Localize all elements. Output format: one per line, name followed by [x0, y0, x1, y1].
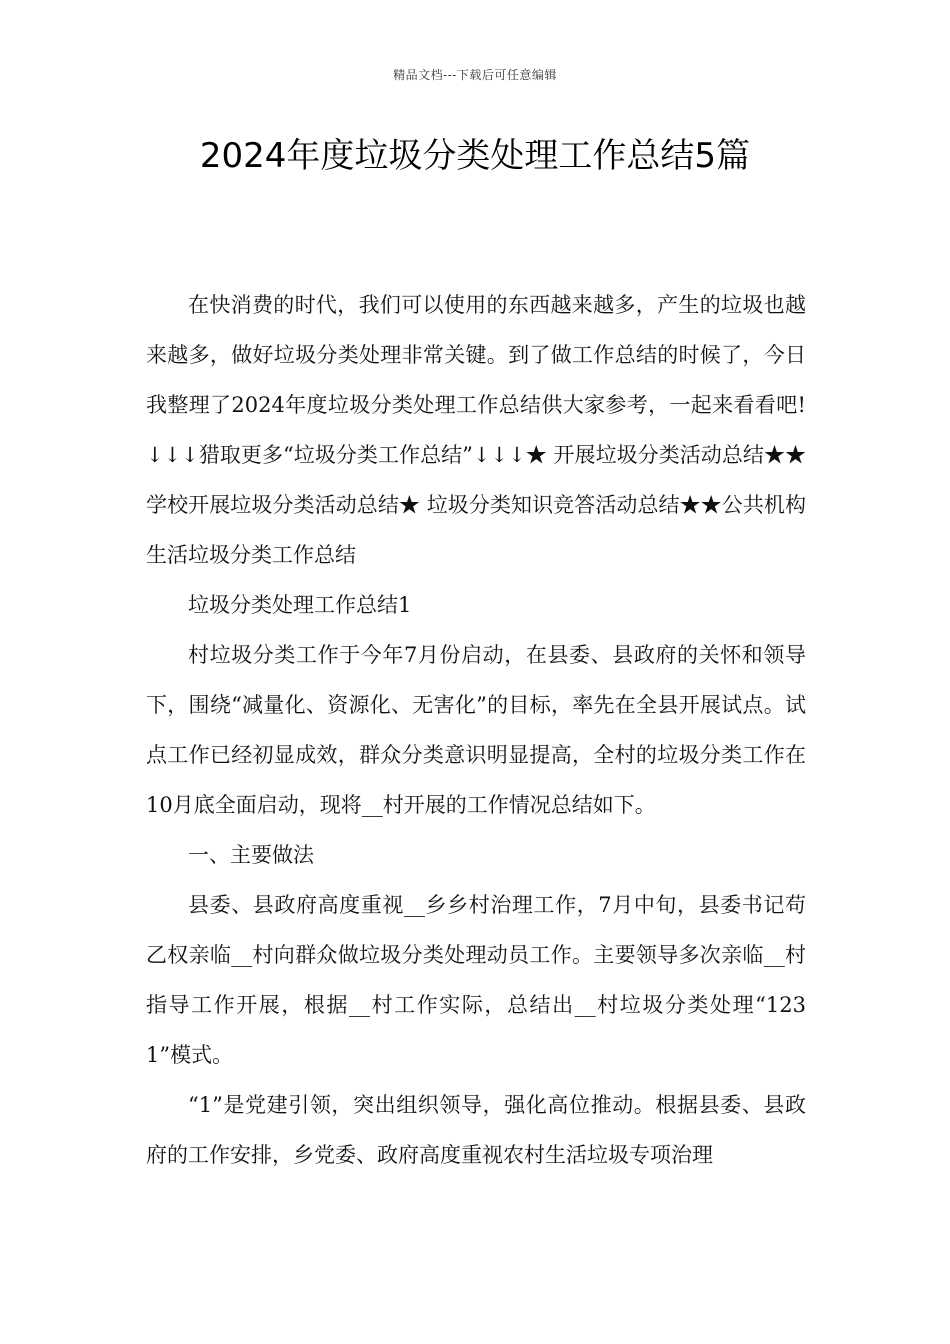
body-paragraph: 县委、县政府高度重视__乡乡村治理工作，7月中旬，县委书记苟乙权亲临__村向群众做垃圾分类处理动员工作。主要领导多次亲临__村指导工作开展，根据__村工作实际，总结出__村垃圾分类处理“1231”模式。 [146, 893, 806, 1067]
document-body [146, 280, 806, 1180]
document-title: 2024年度垃圾分类处理工作总结5篇 [199, 136, 751, 176]
section-heading-main-methods: 一、主要做法 [188, 843, 314, 867]
intro-paragraph: 在快消费的时代，我们可以使用的东西越来越多，产生的垃圾也越来越多，做好垃圾分类处理非常关键。到了做工作总结的时候了，今日我整理了2024年度垃圾分类处理工作总结供大家参考，一起来看看吧!↓↓↓猎取更多“垃圾分类工作总结”↓↓↓★ 开展垃圾分类活动总结★★ 学校开展垃圾分类活动总结★ 垃圾分类知识竞答活动总结★★公共机构生活垃圾分类工作总结 [146, 293, 806, 567]
body-paragraph: 村垃圾分类工作于今年7月份启动，在县委、县政府的关怀和领导下，围绕“减量化、资源化、无害化”的目标，率先在全县开展试点。试点工作已经初显成效，群众分类意识明显提高，全村的垃圾分类工作在10月底全面启动，现将__村开展的工作情况总结如下。 [146, 643, 806, 817]
section-heading-summary-1: 垃圾分类处理工作总结1 [188, 593, 412, 617]
body-paragraph: “1”是党建引领，突出组织领导，强化高位推动。根据县委、县政府的工作安排，乡党委、政府高度重视农村生活垃圾专项治理 [146, 1093, 806, 1167]
page-header-note: 精品文档---下载后可任意编辑 [393, 68, 557, 82]
